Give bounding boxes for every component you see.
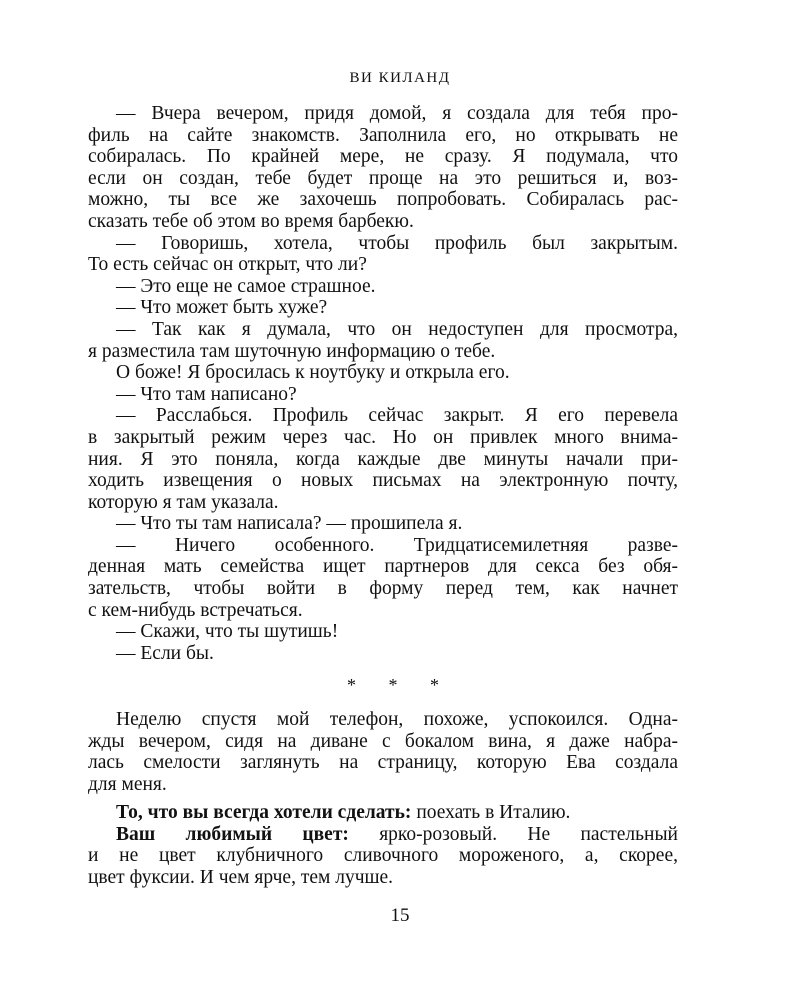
text-line: и не цвет клубничного сливочного мороженого, а, скорее, <box>88 845 678 867</box>
text-line: — Вчера вечером, придя домой, я создала для тебя про- <box>116 103 678 124</box>
text-line: в закрытый режим через час. Но он привлек много внима- <box>88 426 678 448</box>
text-line: можно, ты все же захочешь попробовать. Собиралась рас- <box>88 189 678 211</box>
text-line: сказать тебе об этом во время барбекю. <box>88 210 414 232</box>
text-line: если он создан, тебе будет проще на это решиться и, воз- <box>88 167 678 189</box>
section-separator: * * * <box>347 675 453 695</box>
profile-question-label: Ваш любимый цвет: <box>116 823 349 845</box>
text-line: — Что там написано? <box>116 383 297 405</box>
text-line: собиралась. По крайней мере, не сразу. Я подумала, что <box>88 146 678 168</box>
text-line: которую я там указала. <box>88 491 279 513</box>
text-line: филь на сайте знакомств. Заполнила его, но открывать не <box>88 124 678 146</box>
text-line: жды вечером, сидя на диване с бокалом вина, я даже набра- <box>88 730 678 752</box>
text-line: денная мать семейства ищет партнеров для секса без обя- <box>88 556 678 578</box>
text-line: — Это еще не самое страшное. <box>116 275 376 297</box>
narrative-paragraph <box>88 709 678 795</box>
text-line: цвет фуксии. И чем ярче, тем лучше. <box>88 866 394 888</box>
text-line: — Что ты там написала? — прошипела я. <box>116 513 463 535</box>
profile-answer-line <box>88 802 678 824</box>
profile-answer-text: ярко-розовый. Не пастельный <box>348 823 678 845</box>
text-line: — Говоришь, хотела, чтобы профиль был закрытым. <box>116 232 678 254</box>
profile-answers <box>88 802 678 888</box>
text-line: — Ничего особенного. Тридцатисемилетняя разве- <box>116 534 678 556</box>
profile-question-label: То, что вы всегда хотели сделать: <box>116 802 412 823</box>
text-line: О боже! Я бросилась к ноутбуку и открыла его. <box>116 362 510 384</box>
running-head: ВИ КИЛАНД <box>349 70 451 86</box>
page-number: 15 <box>390 905 410 926</box>
profile-answer-text: поехать в Италию. <box>411 802 571 823</box>
text-line: Неделю спустя мой телефон, похоже, успокоился. Одна- <box>116 709 678 730</box>
text-line: — Если бы. <box>116 642 214 664</box>
text-line: я разместила там шуточную информацию о тебе. <box>88 340 496 362</box>
text-line: — Так как я думала, что он недоступен для просмотра, <box>116 318 678 340</box>
profile-answer-line <box>88 824 678 846</box>
text-line: — Что может быть хуже? <box>116 297 328 319</box>
text-line: для меня. <box>88 773 167 795</box>
dialogue-section <box>88 103 678 664</box>
text-line: — Скажи, что ты шутишь! <box>116 621 339 643</box>
text-line: — Расслабься. Профиль сейчас закрыт. Я его перевела <box>116 405 678 427</box>
text-line: ния. Я это поняла, когда каждые две минуты начали при- <box>88 448 678 470</box>
text-line: ходить извещения о новых письмах на электронную почту, <box>88 470 678 492</box>
text-line: То есть сейчас он открыт, что ли? <box>88 254 367 276</box>
text-line: лась смелости заглянуть на страницу, которую Ева создала <box>88 752 678 774</box>
text-line: зательств, чтобы войти в форму перед тем, как начнет <box>88 578 678 600</box>
text-line: с кем-нибудь встречаться. <box>88 599 303 621</box>
